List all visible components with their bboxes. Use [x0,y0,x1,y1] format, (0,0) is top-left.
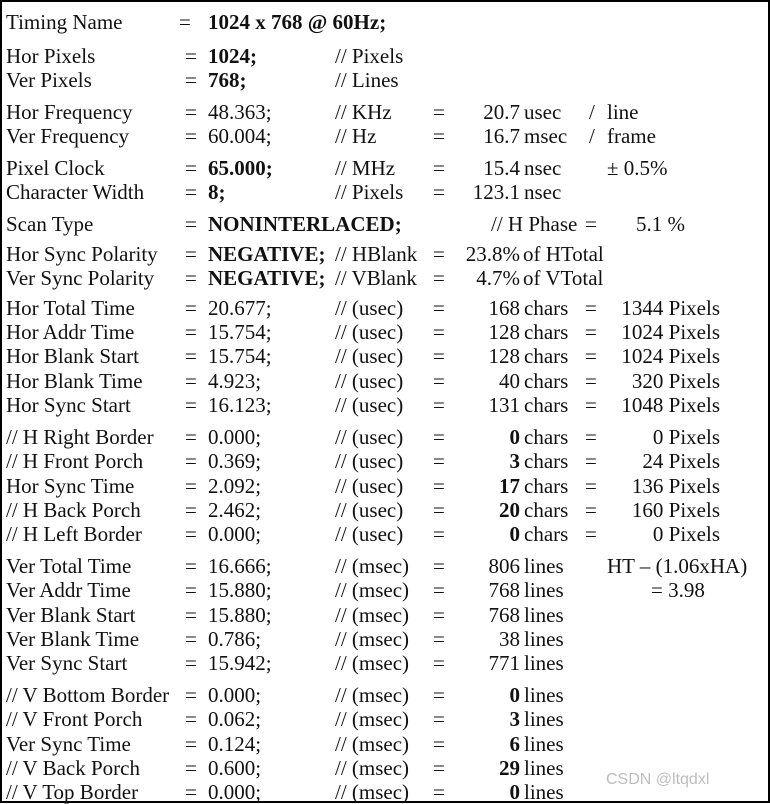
derived-unit: chars [524,344,569,368]
derived-unit: lines [524,683,564,707]
equals-sign: = [185,68,197,92]
equals-sign: = [433,554,445,578]
equals-sign: = [185,651,197,675]
equals-sign: = [185,578,197,602]
pixel-count: 1048 Pixels [621,393,720,417]
row-label: Hor Pixels [6,44,96,68]
derived-number: 131 [488,393,520,417]
equals-sign: = [185,554,197,578]
equals-sign: = [433,100,445,124]
derived-number: 0 [509,522,520,546]
row-value: 2.092; [208,474,262,498]
row-label: // H Back Porch [6,498,141,522]
row-label: // V Back Porch [6,756,140,780]
row-ver-frequency [0,124,766,148]
equals-sign: = [185,756,197,780]
row-hor-addr-time [0,320,766,344]
row-value: 0.000; [208,780,262,804]
row-label: // H Left Border [6,522,142,546]
equals-sign: = [433,296,445,320]
row-ver-sync-start [0,651,766,675]
derived-number: 29 [499,756,520,780]
unit-comment: // (usec) [335,474,404,498]
derived-unit: chars [524,393,569,417]
separator: = [585,498,597,522]
derived-unit: chars [524,449,569,473]
row-v-front-porch [0,707,766,731]
equals-sign: = [433,266,445,290]
row-hor-sync-time [0,474,766,498]
derived-unit: of HTotal [523,242,604,266]
note-line-1: HT – (1.06xHA) [607,554,748,578]
row-value: 16.666; [208,554,272,578]
row-value: 2.462; [208,498,262,522]
rate-unit: line [607,100,639,124]
row-value: 1024 x 768 @ 60Hz; [208,10,387,34]
derived-unit: lines [524,780,564,804]
row-label: Hor Addr Time [6,320,135,344]
equals-sign: = [433,242,445,266]
equals-sign: = [185,474,197,498]
row-label: // H Front Porch [6,449,144,473]
pixel-count: 320 Pixels [631,369,720,393]
row-value: 60.004; [208,124,272,148]
equals-sign: = [433,393,445,417]
row-value: 0.062; [208,707,262,731]
rate-unit: frame [607,124,656,148]
row-label: // V Front Porch [6,707,143,731]
row-label: Hor Sync Time [6,474,135,498]
row-hor-sync-start [0,393,766,417]
derived-number: 40 [499,369,520,393]
hphase-value: 5.1 % [636,212,685,236]
row-value: 15.754; [208,320,272,344]
pixel-count: 1024 Pixels [621,344,720,368]
derived-number: 17 [499,474,520,498]
row-label: Hor Blank Time [6,369,143,393]
derived-unit: lines [524,578,564,602]
derived-unit: lines [524,707,564,731]
row-value: 15.880; [208,603,272,627]
derived-number: 23.8% [465,242,520,266]
equals-sign: = [433,498,445,522]
equals-sign: = [433,578,445,602]
separator: / [589,124,595,148]
row-value: 0.600; [208,756,262,780]
derived-unit: nsec [524,180,562,204]
row-label: Ver Pixels [6,68,92,92]
row-value: 0.786; [208,627,262,651]
unit-comment: // (usec) [335,498,404,522]
row-value: 0.000; [208,522,262,546]
row-h-left-border [0,522,766,546]
separator: = [585,296,597,320]
watermark: CSDN @ltqdxl [606,771,710,788]
equals-sign: = [185,320,197,344]
equals-sign: = [185,44,197,68]
row-value: 768; [208,68,247,92]
derived-unit: chars [524,498,569,522]
row-ver-blank-start [0,603,766,627]
row-label: // V Bottom Border [6,683,170,707]
row-hor-pixels [0,44,766,68]
row-value: 48.363; [208,100,272,124]
derived-unit: chars [524,369,569,393]
row-value: 1024; [208,44,257,68]
unit-comment: // (usec) [335,522,404,546]
row-h-right-border [0,425,766,449]
unit-comment: // HBlank [335,242,418,266]
unit-comment: // Hz [335,124,377,148]
unit-comment: // Pixels [335,44,404,68]
row-value: 8; [208,180,226,204]
derived-number: 20 [499,498,520,522]
separator: = [585,522,597,546]
equals-sign: = [185,242,197,266]
separator: = [585,369,597,393]
equals-sign: = [185,780,197,804]
note-line-2: = 3.98 [651,578,705,602]
row-value: 16.123; [208,393,272,417]
derived-unit: lines [524,554,564,578]
equals-sign: = [433,603,445,627]
equals-sign: = [433,756,445,780]
derived-unit: chars [524,425,569,449]
equals-sign: = [179,10,191,34]
row-label: Hor Blank Start [6,344,139,368]
equals-sign: = [185,683,197,707]
derived-number: 3 [509,707,520,731]
derived-number: 0 [509,683,520,707]
row-label: Ver Sync Start [6,651,128,675]
row-value: 15.942; [208,651,272,675]
separator: = [585,474,597,498]
derived-number: 38 [499,627,520,651]
equals-sign: = [433,180,445,204]
derived-unit: nsec [524,156,562,180]
separator: = [585,449,597,473]
unit-comment: // (msec) [335,683,410,707]
equals-sign: = [433,124,445,148]
equals-sign: = [433,425,445,449]
equals-sign: = [185,344,197,368]
unit-comment: // (msec) [335,732,410,756]
row-value: NEGATIVE; [208,242,326,266]
derived-number: 168 [488,296,520,320]
unit-comment: // (usec) [335,369,404,393]
unit-comment: // Lines [335,68,399,92]
pixel-count: 160 Pixels [631,498,720,522]
row-label: Timing Name [6,10,123,34]
tolerance: ± 0.5% [607,156,668,180]
equals-sign: = [433,627,445,651]
equals-sign: = [185,425,197,449]
unit-comment: // (usec) [335,393,404,417]
row-h-back-porch [0,498,766,522]
row-label: // V Top Border [6,780,139,804]
derived-unit: lines [524,756,564,780]
row-value: 15.754; [208,344,272,368]
row-label: Hor Total Time [6,296,135,320]
derived-number: 768 [488,603,520,627]
unit-comment: // (msec) [335,554,410,578]
derived-unit: lines [524,651,564,675]
hphase-label: // H Phase [491,212,578,236]
row-ver-blank-time [0,627,766,651]
derived-number: 128 [488,344,520,368]
row-value: 15.880; [208,578,272,602]
row-character-width [0,180,766,204]
derived-number: 20.7 [483,100,520,124]
pixel-count: 1024 Pixels [621,320,720,344]
row-hor-sync-polarity [0,242,766,266]
unit-comment: // (usec) [335,344,404,368]
row-label: Hor Frequency [6,100,133,124]
row-label: Ver Blank Start [6,603,136,627]
row-value: NONINTERLACED; [208,212,402,236]
equals-sign: = [433,683,445,707]
row-label: Ver Addr Time [6,578,131,602]
equals-sign: = [433,651,445,675]
equals-sign: = [433,369,445,393]
row-label: Ver Frequency [6,124,130,148]
row-hor-frequency [0,100,766,124]
row-value: 20.677; [208,296,272,320]
equals-sign: = [433,732,445,756]
unit-comment: // (msec) [335,627,410,651]
row-label: Hor Sync Start [6,393,131,417]
unit-comment: // (usec) [335,449,404,473]
row-pixel-clock [0,156,766,180]
unit-comment: // (usec) [335,320,404,344]
row-ver-pixels [0,68,766,92]
pixel-count: 0 Pixels [652,522,720,546]
equals-sign: = [185,498,197,522]
row-ver-sync-time [0,732,766,756]
row-label: Ver Total Time [6,554,132,578]
derived-number: 768 [488,578,520,602]
equals-sign: = [433,449,445,473]
row-v-bottom-border [0,683,766,707]
equals-sign: = [185,100,197,124]
equals-sign: = [433,320,445,344]
row-hor-blank-start [0,344,766,368]
pixel-count: 24 Pixels [642,449,720,473]
equals-sign: = [185,449,197,473]
derived-unit: of VTotal [523,266,604,290]
equals-sign: = [185,732,197,756]
derived-unit: chars [524,474,569,498]
hphase-eq: = [585,212,597,236]
derived-unit: lines [524,627,564,651]
row-ver-sync-polarity [0,266,766,290]
pixel-count: 0 Pixels [652,425,720,449]
pixel-count: 1344 Pixels [621,296,720,320]
derived-number: 123.1 [472,180,520,204]
row-timing-name [0,10,766,34]
derived-number: 6 [509,732,520,756]
unit-comment: // MHz [335,156,396,180]
unit-comment: // KHz [335,100,392,124]
derived-number: 4.7% [476,266,520,290]
equals-sign: = [185,522,197,546]
row-value: 0.000; [208,425,262,449]
row-label: Ver Sync Polarity [6,266,155,290]
separator: = [585,344,597,368]
unit-comment: // (msec) [335,780,410,804]
equals-sign: = [185,707,197,731]
equals-sign: = [185,266,197,290]
unit-comment: // Pixels [335,180,404,204]
derived-number: 16.7 [483,124,520,148]
derived-unit: chars [524,522,569,546]
separator: = [585,393,597,417]
equals-sign: = [433,707,445,731]
row-label: Ver Sync Time [6,732,131,756]
unit-comment: // (msec) [335,707,410,731]
equals-sign: = [433,156,445,180]
derived-unit: msec [524,124,568,148]
derived-number: 806 [488,554,520,578]
unit-comment: // (msec) [335,651,410,675]
unit-comment: // (usec) [335,296,404,320]
row-value: 65.000; [208,156,273,180]
row-value: 0.000; [208,683,262,707]
equals-sign: = [185,296,197,320]
row-value: 0.124; [208,732,262,756]
unit-comment: // (msec) [335,603,410,627]
derived-unit: chars [524,296,569,320]
derived-number: 0 [509,780,520,804]
row-value: 0.369; [208,449,262,473]
derived-number: 3 [509,449,520,473]
row-label: Ver Blank Time [6,627,140,651]
derived-number: 0 [509,425,520,449]
equals-sign: = [185,603,197,627]
equals-sign: = [185,393,197,417]
row-label: Pixel Clock [6,156,105,180]
equals-sign: = [433,344,445,368]
equals-sign: = [185,124,197,148]
equals-sign: = [185,212,197,236]
equals-sign: = [433,780,445,804]
row-value: NEGATIVE; [208,266,326,290]
derived-unit: chars [524,320,569,344]
row-label: Scan Type [6,212,94,236]
unit-comment: // (msec) [335,578,410,602]
unit-comment: // (msec) [335,756,410,780]
row-hor-total-time [0,296,766,320]
unit-comment: // VBlank [335,266,417,290]
derived-number: 771 [488,651,520,675]
row-label: Character Width [6,180,145,204]
separator: = [585,320,597,344]
equals-sign: = [185,627,197,651]
derived-unit: lines [524,732,564,756]
derived-unit: lines [524,603,564,627]
equals-sign: = [185,180,197,204]
pixel-count: 136 Pixels [631,474,720,498]
derived-number: 15.4 [483,156,520,180]
unit-comment: // (usec) [335,425,404,449]
derived-unit: usec [524,100,562,124]
equals-sign: = [433,474,445,498]
equals-sign: = [433,522,445,546]
row-hor-blank-time [0,369,766,393]
row-label: Hor Sync Polarity [6,242,158,266]
row-h-front-porch [0,449,766,473]
row-value: 4.923; [208,369,262,393]
equals-sign: = [185,369,197,393]
row-label: // H Right Border [6,425,154,449]
equals-sign: = [185,156,197,180]
separator: / [589,100,595,124]
derived-number: 128 [488,320,520,344]
separator: = [585,425,597,449]
